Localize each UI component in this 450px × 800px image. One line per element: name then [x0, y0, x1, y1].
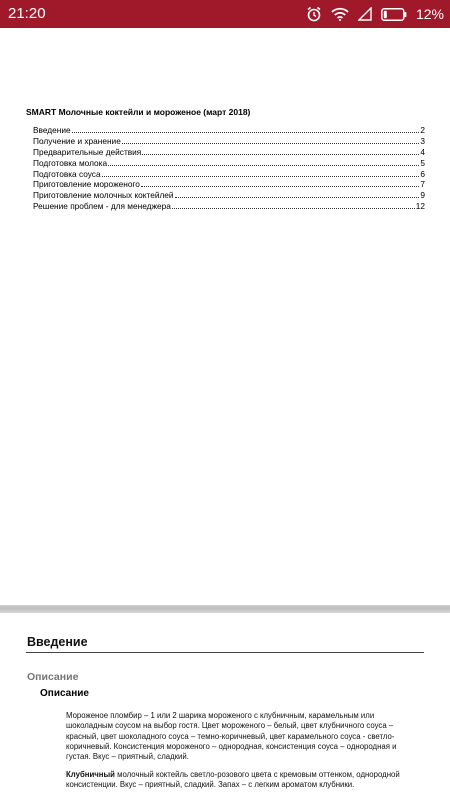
toc-leader-dots [141, 186, 419, 187]
signal-icon [358, 7, 372, 21]
toc-entry-label: Приготовление мороженого [33, 179, 140, 190]
toc-entry[interactable] [33, 169, 425, 180]
toc-entry[interactable] [33, 201, 425, 212]
document-page-2[interactable] [0, 613, 450, 800]
toc-entry-page: 5 [420, 157, 425, 168]
status-icons [306, 4, 444, 24]
toc-leader-dots [142, 154, 419, 155]
status-time: 21:20 [8, 5, 46, 22]
document-page-1[interactable] [0, 28, 450, 605]
battery-percent: 12% [415, 6, 444, 22]
toc-entry-label: Предварительные действия [33, 146, 142, 157]
toc-entry-label: Получение и хранение [33, 135, 121, 146]
toc-entry[interactable] [33, 179, 425, 190]
toc-leader-dots [175, 197, 420, 198]
toc-leader-dots [108, 165, 419, 166]
alarm-icon [306, 6, 322, 22]
toc-leader-dots [72, 132, 420, 133]
table-of-contents [33, 125, 425, 212]
toc-entry-page: 4 [420, 146, 425, 157]
paragraph-text: молочный коктейль светло-розового цвета с кремовым оттенком, однородной консистенции. Вкус – приятный, сладкий. Запах – с легким ароматом клубники. [66, 770, 400, 790]
toc-entry[interactable] [33, 190, 425, 201]
body-paragraph [66, 770, 406, 791]
paragraph-bold-lead: Клубничный [66, 770, 115, 779]
toc-entry[interactable] [33, 125, 425, 136]
toc-entry-label: Введение [33, 125, 71, 135]
toc-entry-page: 6 [420, 168, 425, 179]
toc-entry-page: 3 [420, 135, 425, 146]
status-bar [0, 0, 450, 28]
toc-leader-dots [172, 208, 415, 209]
heading-rule [26, 652, 424, 653]
section-subheading: Описание [27, 671, 79, 683]
toc-entry-label: Подготовка соуса [33, 168, 101, 179]
toc-leader-dots [102, 176, 420, 177]
body-paragraph: Мороженое пломбир – 1 или 2 шарика мороженого с клубничным, карамельным или шоколадным соусом на выбор гостя. Цвет мороженого – белый, цвет клубничного соуса – красный, цвет шоколадного соуса – темно-коричневый, цвет карамельного соуса - светло-коричневый. Консистенция мороженого – однородная, консистенция соуса – однородная и густая. Вкус – приятный, сладкий. [66, 711, 397, 762]
page-separator [0, 605, 450, 613]
toc-entry-page: 12 [415, 201, 425, 212]
document-title: SMART Молочные коктейли и мороженое (март 2018) [26, 107, 251, 117]
toc-entry-label: Решение проблем - для менеджера [33, 201, 171, 212]
toc-entry-page: 9 [420, 190, 425, 201]
battery-icon [381, 8, 407, 21]
toc-entry-label: Подготовка молока [33, 157, 108, 168]
wifi-icon [331, 7, 349, 21]
toc-entry[interactable] [33, 136, 425, 147]
section-heading: Введение [27, 635, 88, 649]
toc-entry-page: 7 [420, 179, 425, 190]
toc-leader-dots [122, 143, 420, 144]
toc-entry-label: Приготовление молочных коктейлей [33, 190, 174, 201]
toc-entry[interactable] [33, 147, 425, 158]
toc-entry-page: 2 [420, 125, 425, 135]
toc-entry[interactable] [33, 158, 425, 169]
section-subsubheading: Описание [40, 688, 89, 699]
